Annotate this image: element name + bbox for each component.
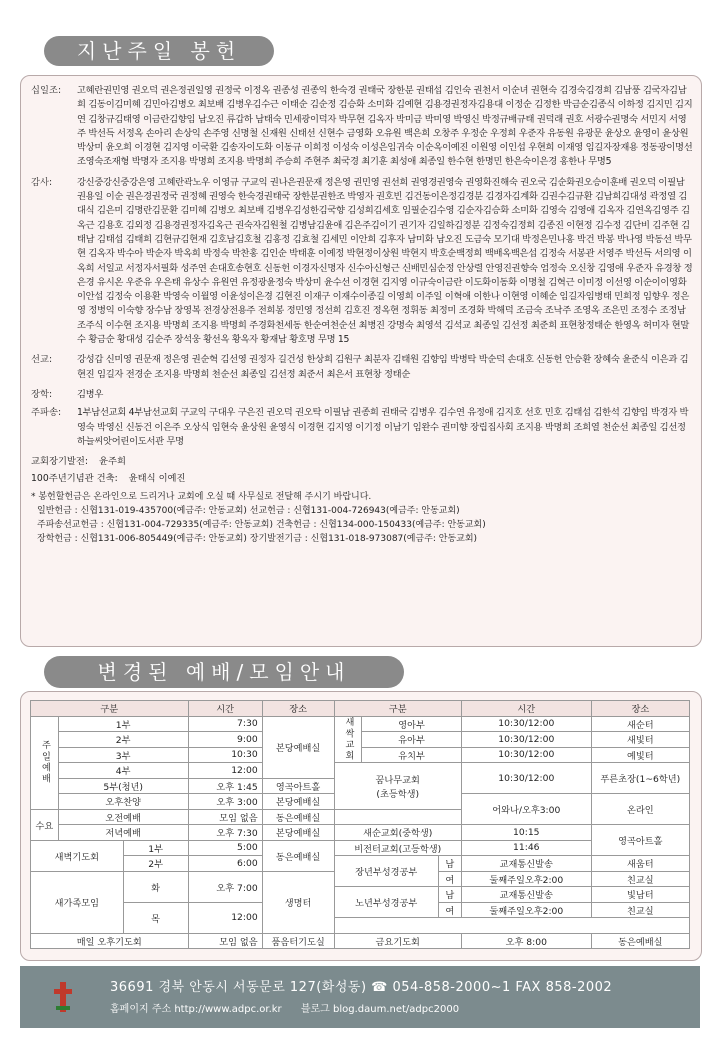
- cell: 생명터: [262, 871, 334, 933]
- cell: 본당예배실: [262, 825, 334, 841]
- blog-link[interactable]: 블로그 blog.daum.net/adpc2000: [300, 1004, 460, 1015]
- elem-sub: (초등학생): [376, 788, 420, 800]
- note-line: * 봉헌할헌금은 온라인으로 드리거나 교회에 오실 때 사무실로 전달해 주시기 바랍니다.: [31, 491, 372, 502]
- cell: 푸른초장(1~6학년): [591, 763, 689, 794]
- cell: 5부(청년): [58, 778, 188, 794]
- table-row: [31, 763, 690, 779]
- cell: 친교실: [591, 902, 689, 918]
- cell: 둘째주일오후2:00: [461, 871, 591, 887]
- cell: 새벽기도회: [31, 840, 124, 871]
- cell: 새가족모임: [31, 871, 124, 933]
- table-row: [31, 716, 690, 732]
- cell: 9:00: [188, 732, 262, 748]
- cell: 10:15: [461, 825, 591, 841]
- offering-names: 강성갑 신미영 권문재 정은영 권순혁 김선영 권정자 길건성 한상희 김원구 최분자 김태원 김향임 박병탁 박순덕 손대호 신동헌 안승환 장혜숙 윤준식 이은과 김현진 임길자 전경순 조지용 박명희 천순선 최종일 김선정 최준서 최은서 표현창 정태순: [77, 354, 689, 380]
- cell: 오후 7:00: [188, 871, 262, 902]
- offering-tithe: [31, 84, 693, 170]
- cell: 10:30/12:00: [461, 763, 591, 794]
- footer: [20, 966, 700, 1028]
- offering-building: [31, 472, 693, 486]
- cell: 3부: [58, 747, 188, 763]
- section-title-schedule: 변경된 예배/모임안내: [44, 656, 404, 688]
- cell: 7:30: [188, 716, 262, 732]
- cell: 어와나/오후3:00: [461, 794, 591, 825]
- cell: 비전터교회(고등학생): [334, 840, 461, 856]
- group-wednesday: 수요: [31, 809, 59, 840]
- cell: 장년부성경공부: [334, 856, 438, 887]
- church-address: 36691 경북 안동시 서동문로 127(화성동) ☎ 054-858-2000~1 FAX 858-2002: [110, 980, 613, 995]
- cell: 저녁예배: [58, 825, 188, 841]
- offering-names: 고혜란권민영 권오덕 권은정권일영 권정국 이정옥 권종성 권종익 한숙경 권태국 장한분 권태섭 김인숙 권천서 이순녀 권현숙 김경숙김경희 김남풍 김국자김남희 김동이김미혜 김민아김병오 최보배 김병우김수근 이태순 김순정 김승화 소미화 김예현 김용경권정자김용대 이정순 김정한 박금순김종식 이하정 김지민 김지연 김창규김태영 이금란김향임 남오진 류갑하 남태숙 민세광이덕자 박무현 김옥자 박미금 박미영 박영신 박정규배규태 권덕래 권호 서광수권명숙 서민지 서영주 박선득 서정옥 손아리 손상익 손주영 신명철 신재원 신태선 신현수 금영화 오유원 백은희 오창주 우정순 우정희 우준자 유동원 유광문 윤상오 윤영이 윤상원 박상미 윤오희 이경현 김지영 이국환 김송자이도화 이동규 이희정 이성숙 이성은임귀숙 이순옥이예진 이원영 이인섭 우현희 이재영 임길자장재용 정동광이명선 조영숙조재형 박명자 조지용 박명희 조지용 박명희 주승희 주현주 최국경 최기훈 최성애 최종일 한수현 한명민 한은숙이은경 홍한나 무명5: [77, 85, 693, 168]
- table-row: [31, 825, 690, 841]
- offering-names: 1부남선교회 4부남선교회 구교익 구대우 구은진 권오덕 권오탁 이필남 권종희 권태국 김병우 김수연 유정애 김지호 선호 민호 김태섭 김한석 김향임 박경자 박영숙 박영신 신동건 이은주 오상식 임현숙 윤상원 윤영식 이경현 김지영 이기정 이남기 임완수 권미향 장립집사회 조지용 박명희 조희열 천순선 최종일 김선정 하늘씨앗어린이도서관 무명: [77, 407, 689, 447]
- cell: 오후 3:00: [188, 794, 262, 810]
- offering-label: 감사:: [31, 176, 53, 188]
- cell: 10:30/12:00: [461, 732, 591, 748]
- cell: 10:30/12:00: [461, 747, 591, 763]
- offering-label: 십일조:: [31, 85, 62, 96]
- cell: 화: [123, 871, 188, 902]
- header-gubun: 구분: [334, 701, 461, 717]
- cell: 유아부: [362, 732, 462, 748]
- offering-scholarship: [31, 388, 693, 402]
- cell: 노년부성경공부: [334, 887, 438, 918]
- note-line: 일반헌금 : 신협131-019-435700(예금주: 안동교회) 선교헌금 : 신협131-004-726943(예금주: 안동교회): [37, 505, 460, 516]
- elem-name: 꿈나무교회: [375, 774, 420, 786]
- cell: 매일 오후기도회: [31, 933, 189, 949]
- offering-label: 선교:: [31, 354, 53, 366]
- offering-longterm: [31, 455, 693, 469]
- table-row: [31, 933, 690, 949]
- cell: 동은예배실: [262, 809, 334, 825]
- cell: 영곡아트홀: [591, 825, 689, 856]
- cell: 교재통신발송: [461, 856, 591, 872]
- schedule-table: [30, 700, 690, 949]
- cell: 남: [438, 887, 461, 903]
- offering-mission: [31, 353, 693, 382]
- group-saemit: 새싹교회: [334, 716, 362, 763]
- cell: 12:00: [188, 902, 262, 933]
- cell: 1부: [123, 840, 188, 856]
- cell: 목: [123, 902, 188, 933]
- cell: 오후 8:00: [461, 933, 591, 949]
- cell: 친교실: [591, 871, 689, 887]
- header-time: 시간: [188, 701, 262, 717]
- cell: [334, 809, 461, 825]
- account-notes: [31, 490, 693, 546]
- cell: 유치부: [362, 747, 462, 763]
- cell: 영아부: [362, 716, 462, 732]
- group-sunday: 주일예배: [31, 716, 59, 809]
- offering-names: 윤주희: [99, 456, 126, 468]
- cell: 온라인: [591, 794, 689, 825]
- cell: 새순터: [591, 716, 689, 732]
- cell: 새빛터: [591, 732, 689, 748]
- web-links: [110, 1000, 459, 1015]
- cell: 모임 없음: [188, 933, 262, 949]
- note-line: 주파송선교헌금 : 신협131-004-729335(예금주: 안동교회) 건축헌금 : 신협134-000-150433(예금주: 안동교회): [37, 519, 486, 530]
- cell: 12:00: [188, 763, 262, 779]
- cell: 11:46: [461, 840, 591, 856]
- table-row: [31, 856, 690, 872]
- home-label: 홈페이지 주소: [110, 1004, 172, 1015]
- cell: 2부: [58, 732, 188, 748]
- cell: 모임 없음: [188, 809, 262, 825]
- cell: 여: [438, 902, 461, 918]
- cell: 10:30: [188, 747, 262, 763]
- note-line: 장학헌금 : 신협131-006-805449(예금주: 안동교회) 장기발전기금 : 신협131-018-973087(예금주: 안동교회): [37, 533, 478, 544]
- cell: 교재통신발송: [461, 887, 591, 903]
- cell: 여: [438, 871, 461, 887]
- cell: 동은예배실: [591, 933, 689, 949]
- cell: 오후찬양: [58, 794, 188, 810]
- offering-names: 김병우: [77, 388, 104, 400]
- cell: 새순교회(중학생): [334, 825, 461, 841]
- offerings-box: [20, 75, 702, 647]
- cell: 영곡아트홀: [262, 778, 334, 794]
- cell: 둘째주일오후2:00: [461, 902, 591, 918]
- cell: 예빛터: [591, 747, 689, 763]
- cell: 10:30/12:00: [461, 716, 591, 732]
- header-gubun: 구분: [31, 701, 189, 717]
- cell: 새움터: [591, 856, 689, 872]
- header-place: 장소: [591, 701, 689, 717]
- cell: [334, 918, 689, 934]
- header-place: 장소: [262, 701, 334, 717]
- offering-label: 장학:: [31, 388, 53, 400]
- cell: 품음터기도실: [262, 933, 334, 949]
- cell: 오전예배: [58, 809, 188, 825]
- cell: 1부: [58, 716, 188, 732]
- cell: 남: [438, 856, 461, 872]
- cell: 2부: [123, 856, 188, 872]
- table-row: [31, 840, 690, 856]
- church-cross-icon: [52, 980, 74, 1014]
- offering-names: 강신중강신중강은영 고혜란곽노우 이영규 구교익 권나은권문재 정은영 권민영 권선희 권영경권영숙 권영화진해숙 권오국 김순화권오승이훈배 권오덕 이필남권용일 이순 권은경권정국 권정혜 권영숙 한숙경권태국 장한분권한조 박영자 권호빈 김건동이은정김경분 김경자김계화 김권수김규환 김남희김대성 곽정열 김대식 김은미 김명란김문환 김미혜 김병오 최보배 김병우김성한김국향 김성희김세호 임필순김수영 김순자김승화 소미화 김영숙 김영애 김옥자 김연옥김영주 김옥근 김용호 김외정 김용경권정자김옥근 권숙자김원철 김병남김윤애 김은주김이기 권기자 김일하김정분 김정숙김정희 김종진 이현정 김수정 김단비 김주현 김태남 김태섭 김태희 김현규김현재 김호남김호철 김홍정 김효철 김세민 이안희 김후자 남미화 남오진 도금숙 모기대 박정은민나홍 박건 박봉 박나영 박동선 박무현 김옥자 박수아 박순자 박옥희 박정숙 박찬홍 김인순 박태훈 이예정 박현정이상원 박현지 박호순백정희 백배옥백은섭 김정숙 서봉관 서영주 박선득 서의영 이옥희 서일교 서정자서필화 성주연 손대호송현호 신동헌 이경자신명자 신수아신형근 신배민심순정 안상렬 안영진권향숙 엄정숙 오신창 김영애 우준자 유경창 정은경 유시온 우준유 우은태 유상수 유원연 유정광윤정숙 박상미 윤수선 이경현 김지영 이규숙이금란 이도화이동화 이명철 김혁근 이미정 이선영 이순이이영화 이안섭 김정숙 이용환 박영숙 이월영 이윤성이은경 김현진 이재구 이재수이종길 이영희 이주일 이혁애 이한나 이현영 이혜순 임길자임병태 민희정 임향우 정은영 정병익 이숙향 장수남 장영복 전경상전용주 전희봉 정민영 정선희 김호진 정옥현 정휘동 최정미 조경화 박해덕 조금숙 조낙주 조영옥 조은민 조정수 조정남 조주식 이수현 조지용 박명희 조지용 박명희 주경화천세동 한순여천순선 최병진 강명숙 최영석 김석교 최종일 김선정 최준희 표현창정태순 한영옥 허미자 현말수 황금순 황대성 김순주 장석웅 황선옥 황옥자 황재남 황호명 무명 15: [77, 176, 693, 346]
- offering-label: 100주년기념관 건축:: [31, 473, 118, 485]
- cell: 오후 7:30: [188, 825, 262, 841]
- homepage-link[interactable]: http://www.adpc.or.kr: [174, 1004, 282, 1015]
- cell: 5:00: [188, 840, 262, 856]
- cell: 동은예배실: [262, 840, 334, 871]
- cell: [334, 763, 461, 810]
- offering-names: 윤태식 이예진: [128, 473, 186, 485]
- cell: 오후 1:45: [188, 778, 262, 794]
- cell: 6:00: [188, 856, 262, 872]
- header-time: 시간: [461, 701, 591, 717]
- cell: 본당예배실: [262, 716, 334, 778]
- section-title-offerings: 지난주일 봉헌: [44, 36, 274, 66]
- offering-label: 교회장기발전:: [31, 456, 89, 468]
- cell: 금요기도회: [334, 933, 461, 949]
- table-header: [31, 701, 690, 717]
- offering-thanks: [31, 176, 693, 348]
- cell: 4부: [58, 763, 188, 779]
- offering-label: 주파송:: [31, 407, 62, 419]
- offering-sending: [31, 406, 693, 449]
- cell: 빛남터: [591, 887, 689, 903]
- cell: 본당예배실: [262, 794, 334, 810]
